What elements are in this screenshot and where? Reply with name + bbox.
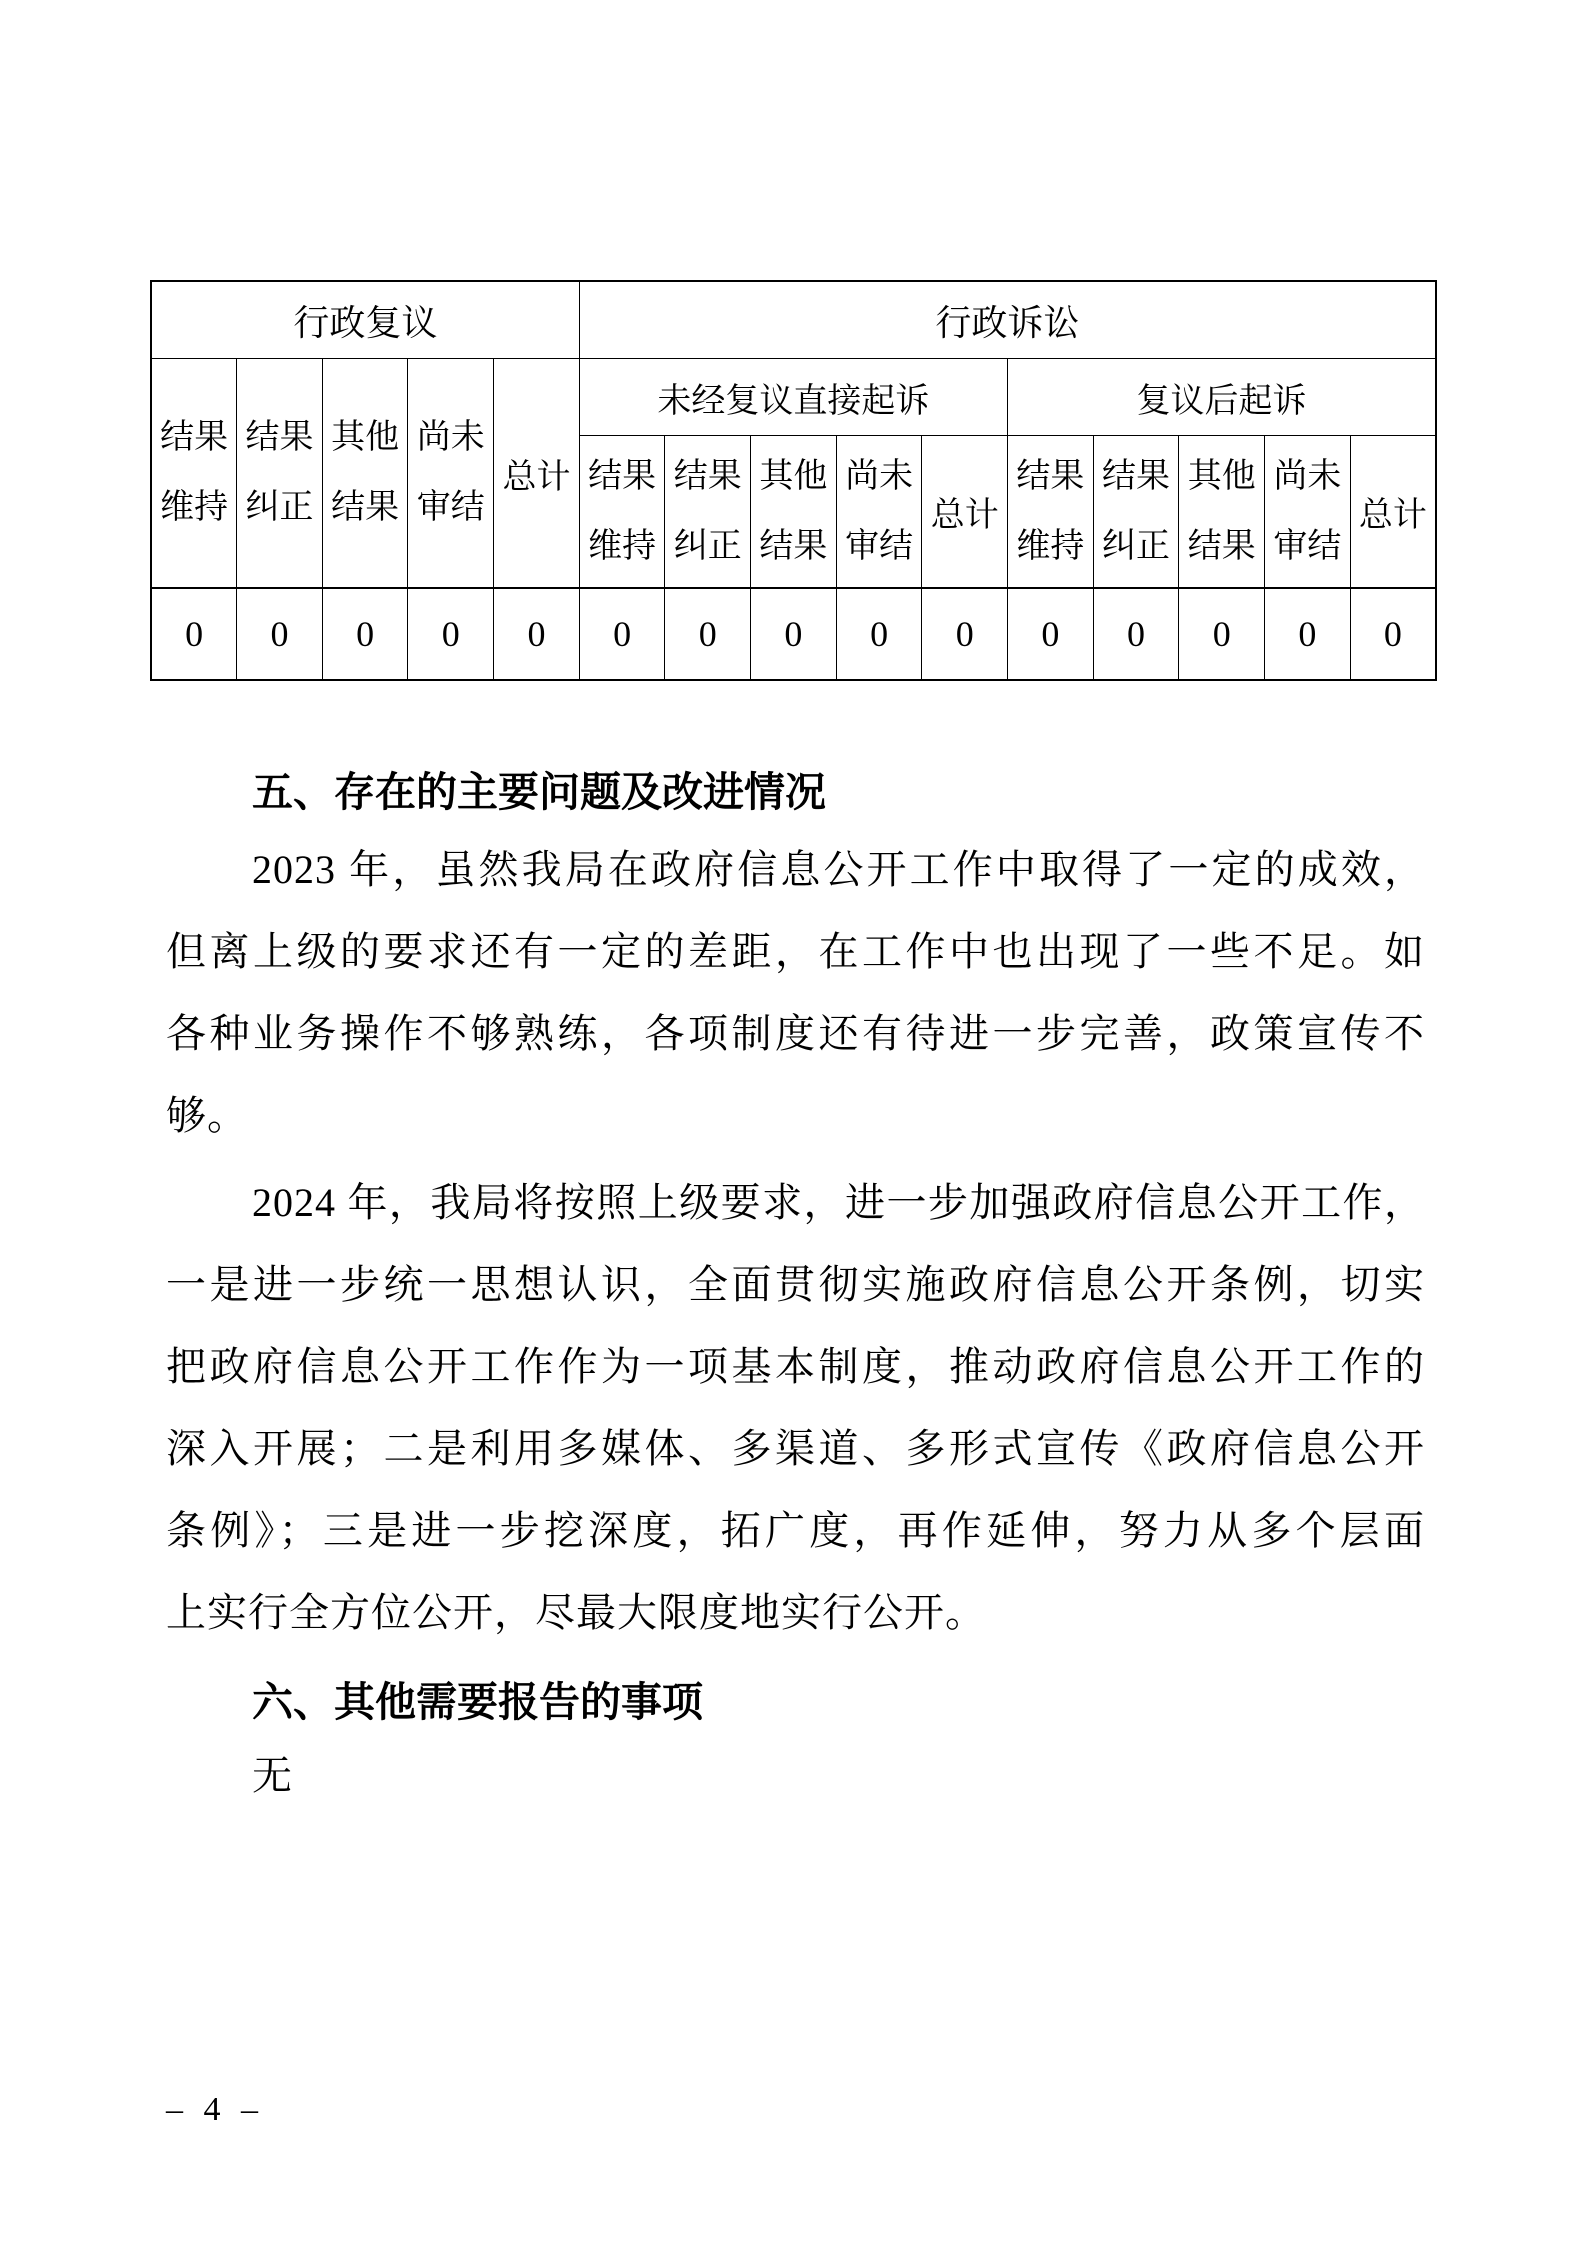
col-header-other-result: 其他 结果 [751, 436, 837, 589]
text-line: 2024 年，我局将按照上级要求，进一步加强政府信息公开工作， [252, 1180, 1425, 1225]
text-line: 把政府信息公开工作作为一项基本制度，推动政府信息公开工作的 [166, 1344, 1425, 1389]
group-header-administrative-review: 行政复议 [151, 281, 579, 359]
paragraph-1 [166, 829, 1425, 1157]
col-header-result-corrected: 结果 纠正 [1093, 436, 1179, 589]
col-header-result-corrected: 结果 纠正 [237, 359, 323, 589]
col-header-other-result: 其他 结果 [1179, 436, 1265, 589]
value-cell: 0 [494, 588, 580, 680]
table-row-group-headers [151, 281, 1436, 359]
col-header-total: 总计 [1350, 436, 1436, 589]
value-cell: 0 [408, 588, 494, 680]
value-cell: 0 [922, 588, 1008, 680]
col-header-not-yet-concluded: 尚未 审结 [408, 359, 494, 589]
text-line: 条例》；三是进一步挖深度，拓广度，再作延伸，努力从多个层面 [166, 1508, 1425, 1553]
col-header-other-result: 其他 结果 [322, 359, 408, 589]
sub-header-lawsuit-after-review: 复议后起诉 [1008, 359, 1436, 436]
value-cell: 0 [1008, 588, 1094, 680]
text-line: 上实行全方位公开，尽最大限度地实行公开。 [166, 1590, 986, 1635]
text-line: 深入开展；二是利用多媒体、多渠道、多形式宣传《政府信息公开 [166, 1426, 1425, 1471]
paragraph-3: 无 [252, 1753, 292, 1798]
col-header-not-yet-concluded: 尚未 审结 [836, 436, 922, 589]
value-cell: 0 [836, 588, 922, 680]
text-line: 一是进一步统一思想认识，全面贯彻实施政府信息公开条例，切实 [166, 1262, 1425, 1307]
value-cell: 0 [1350, 588, 1436, 680]
value-cell: 0 [151, 588, 237, 680]
value-cell: 0 [1093, 588, 1179, 680]
value-cell: 0 [322, 588, 408, 680]
value-cell: 0 [1179, 588, 1265, 680]
sub-header-direct-lawsuit: 未经复议直接起诉 [579, 359, 1007, 436]
text-line: 够。 [166, 1093, 248, 1138]
section-heading-5: 五、存在的主要问题及改进情况 [252, 769, 826, 815]
value-cell: 0 [665, 588, 751, 680]
col-header-result-upheld: 结果 维持 [579, 436, 665, 589]
col-header-result-upheld: 结果 维持 [1008, 436, 1094, 589]
col-header-total: 总计 [494, 359, 580, 589]
col-header-not-yet-concluded: 尚未 审结 [1265, 436, 1351, 589]
value-cell: 0 [579, 588, 665, 680]
paragraph-2 [166, 1162, 1425, 1654]
text-line: 2023 年，虽然我局在政府信息公开工作中取得了一定的成效， [252, 847, 1425, 892]
col-header-result-upheld: 结果 维持 [151, 359, 237, 589]
page-number: – 4 – [166, 2091, 259, 2128]
group-header-administrative-litigation: 行政诉讼 [579, 281, 1436, 359]
value-cell: 0 [751, 588, 837, 680]
col-header-result-corrected: 结果 纠正 [665, 436, 751, 589]
table-row-sub-headers [151, 359, 1436, 436]
section-heading-6: 六、其他需要报告的事项 [252, 1679, 703, 1725]
value-cell: 0 [237, 588, 323, 680]
text-line: 各种业务操作不够熟练，各项制度还有待进一步完善，政策宣传不 [166, 1011, 1425, 1056]
col-header-total: 总计 [922, 436, 1008, 589]
statistics-table [150, 280, 1437, 681]
table-row-values [151, 588, 1436, 680]
value-cell: 0 [1265, 588, 1351, 680]
text-line: 但离上级的要求还有一定的差距，在工作中也出现了一些不足。如 [166, 929, 1425, 974]
